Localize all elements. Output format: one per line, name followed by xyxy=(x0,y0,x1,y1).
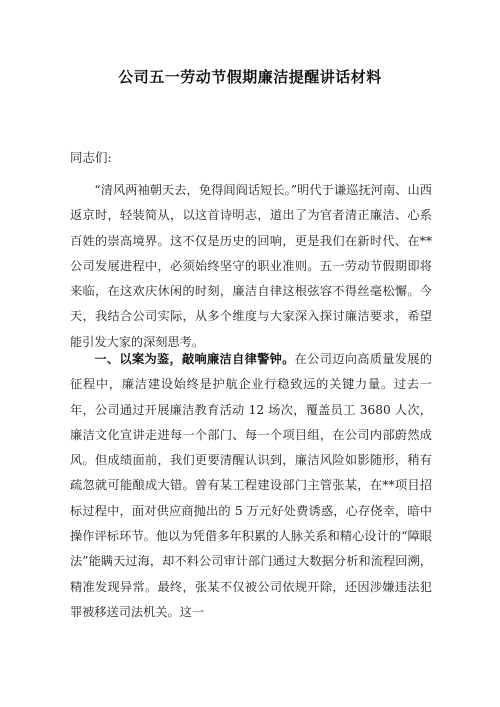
section-heading: 一、以案为鉴，敲响廉洁自律警钟。 xyxy=(94,352,295,366)
paragraph-section-one xyxy=(70,347,432,625)
paragraph-text: “清风两袖朝天去，免得闾阎话短长。”明代于谦巡抚河南、山西返京时，轻装简从，以这首诗明志，道出了为官者清正廉洁、心系百姓的崇高境界。这不仅是历史的回响，更是我们在新时代、在**公司发展进程中，必须始终坚守的职业准则。五一劳动节假期即将来临，在这欢庆休闲的时刻，廉洁自律这根弦容不得丝毫松懈。今天，我结合公司实际，从多个维度与大家深入探讨廉洁要求，希望能引发大家的深刻思考。 xyxy=(70,183,432,349)
paragraph-intro xyxy=(70,178,432,355)
salutation: 同志们: xyxy=(70,150,112,165)
paragraph-text: 在公司迈向高质量发展的征程中，廉洁建设始终是护航企业行稳致远的关键力量。过去一年，公司通过开展廉洁教育活动 12 场次，覆盖员工 3680 人次，廉洁文化宣讲走进每一个部门、每一个项目组，在公司内部蔚然成风。但成绩面前，我们更要清醒认识到，廉洁风险如影随形，稍有疏忽就可能酿成大错。曾有某工程建设部门主管张某，在**项目招标过程中，面对供应商抛出的 5 万元好处费诱惑，心存侥幸，暗中操作评标环节。他以为凭借多年积累的人脉关系和精心设计的“障眼法”能瞒天过海，却不料公司审计部门通过大数据分析和流程回溯，精准发现异常。最终，张某不仅被公司依规开除，还因涉嫌违法犯罪被移送司法机关。这一 xyxy=(70,352,433,619)
document-title: 公司五一劳动节假期廉洁提醒讲话材料 xyxy=(118,68,382,86)
